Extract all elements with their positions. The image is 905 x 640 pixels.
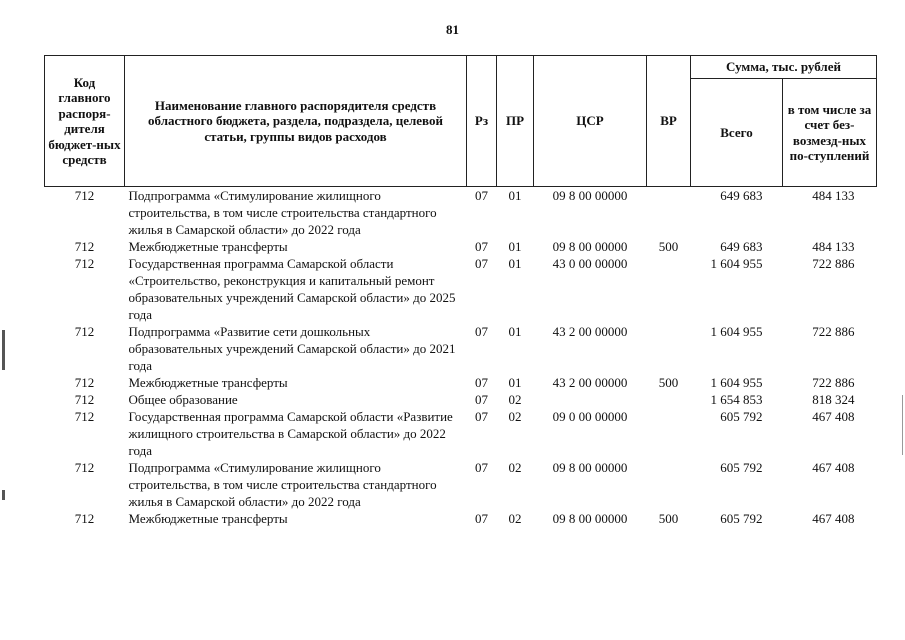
row-total: 1 604 955: [710, 324, 763, 339]
row-code: 712: [74, 392, 95, 407]
row-csr: 09 8 00 00000: [552, 511, 628, 526]
row-csr: 43 0 00 00000: [552, 256, 628, 271]
row-name: Подпрограмма «Развитие сети дошкольных образовательных учреждений Самарской области» до 2021 года: [128, 324, 456, 373]
header-csr: ЦСР: [534, 56, 647, 187]
row-csr: 09 8 00 00000: [552, 188, 628, 203]
table-row: [45, 391, 877, 408]
row-rz: 07: [475, 256, 488, 271]
row-free: 722 886: [812, 324, 855, 339]
table-row: [45, 510, 877, 527]
row-vr: [647, 459, 691, 510]
row-code: 712: [74, 188, 95, 203]
row-rz: 07: [475, 409, 488, 424]
row-pr: 01: [508, 375, 522, 390]
header-code: Код главного распоря-дителя бюджет-ных средств: [45, 56, 125, 187]
table-body: [45, 187, 877, 528]
row-total: 1 604 955: [710, 256, 763, 271]
row-vr: [647, 187, 691, 239]
row-total: 605 792: [720, 511, 763, 526]
row-rz: 07: [475, 511, 488, 526]
row-rz: 07: [475, 460, 488, 475]
row-vr: [647, 391, 691, 408]
row-vr: [647, 255, 691, 323]
row-pr: 02: [508, 460, 522, 475]
row-csr: 09 8 00 00000: [552, 239, 628, 254]
row-name: Межбюджетные трансферты: [128, 239, 288, 254]
row-name: Межбюджетные трансферты: [128, 511, 288, 526]
row-code: 712: [74, 460, 95, 475]
row-rz: 07: [475, 375, 488, 390]
row-vr: 500: [658, 375, 679, 390]
scan-artifact: [2, 490, 5, 500]
row-name: Подпрограмма «Стимулирование жилищного строительства, в том числе строительства стандартного жилья в Самарской области» до 2022 года: [128, 460, 437, 509]
page-number: 81: [446, 22, 459, 37]
table-row: [45, 323, 877, 374]
header-pr: ПР: [497, 56, 534, 187]
header-total: Всего: [691, 79, 783, 187]
row-vr: 500: [658, 239, 679, 254]
row-csr: 43 2 00 00000: [552, 375, 628, 390]
header-free: в том числе за счет без-возмезд-ных по-ступлений: [783, 79, 877, 187]
row-code: 712: [74, 409, 95, 424]
table-row: [45, 238, 877, 255]
row-code: 712: [74, 256, 95, 271]
row-free: 818 324: [812, 392, 855, 407]
row-free: 467 408: [812, 511, 855, 526]
row-pr: 02: [508, 392, 522, 407]
row-csr: 09 8 00 00000: [552, 460, 628, 475]
table-row: [45, 374, 877, 391]
row-name: Общее образование: [128, 392, 238, 407]
row-vr: [647, 323, 691, 374]
row-rz: 07: [475, 392, 488, 407]
row-csr: [534, 391, 647, 408]
row-code: 712: [74, 375, 95, 390]
row-total: 649 683: [720, 239, 763, 254]
row-free: 484 133: [812, 188, 855, 203]
row-pr: 01: [508, 239, 522, 254]
row-pr: 01: [508, 324, 522, 339]
row-vr: [647, 408, 691, 459]
row-pr: 02: [508, 511, 522, 526]
row-name: Межбюджетные трансферты: [128, 375, 288, 390]
row-pr: 01: [508, 256, 522, 271]
row-pr: 02: [508, 409, 522, 424]
row-name: Государственная программа Самарской области «Развитие жилищного строительства в Самарской области» до 2022 года: [128, 409, 453, 458]
row-rz: 07: [475, 239, 488, 254]
row-total: 1 604 955: [710, 375, 763, 390]
row-free: 467 408: [812, 460, 855, 475]
row-rz: 07: [475, 324, 488, 339]
row-rz: 07: [475, 188, 488, 203]
table-row: [45, 255, 877, 323]
row-pr: 01: [508, 188, 522, 203]
row-free: 722 886: [812, 256, 855, 271]
row-code: 712: [74, 511, 95, 526]
row-free: 467 408: [812, 409, 855, 424]
row-total: 649 683: [720, 188, 763, 203]
row-csr: 09 0 00 00000: [552, 409, 628, 424]
budget-table: [44, 55, 877, 527]
row-free: 484 133: [812, 239, 855, 254]
table-row: [45, 459, 877, 510]
row-total: 605 792: [720, 409, 763, 424]
row-total: 1 654 853: [710, 392, 763, 407]
row-vr: 500: [658, 511, 679, 526]
row-name: Государственная программа Самарской области «Строительство, реконструкция и капитальный ремонт образовательных учреждений Самарской области» до 2025 года: [128, 256, 456, 322]
header-rz: Рз: [467, 56, 497, 187]
header-sum: Сумма, тыс. рублей: [691, 56, 877, 79]
row-name: Подпрограмма «Стимулирование жилищного строительства, в том числе строительства стандартного жилья в Самарской области» до 2022 года: [128, 188, 437, 237]
row-code: 712: [74, 239, 95, 254]
scan-artifact: [2, 330, 5, 370]
header-vr: ВР: [647, 56, 691, 187]
header-name: Наименование главного распорядителя средств областного бюджета, раздела, подраздела, целевой статьи, группы видов расходов: [125, 56, 467, 187]
row-csr: 43 2 00 00000: [552, 324, 628, 339]
row-total: 605 792: [720, 460, 763, 475]
table-row: [45, 408, 877, 459]
row-free: 722 886: [812, 375, 855, 390]
scan-edge-line: [902, 395, 903, 455]
table-row: [45, 187, 877, 239]
row-code: 712: [74, 324, 95, 339]
